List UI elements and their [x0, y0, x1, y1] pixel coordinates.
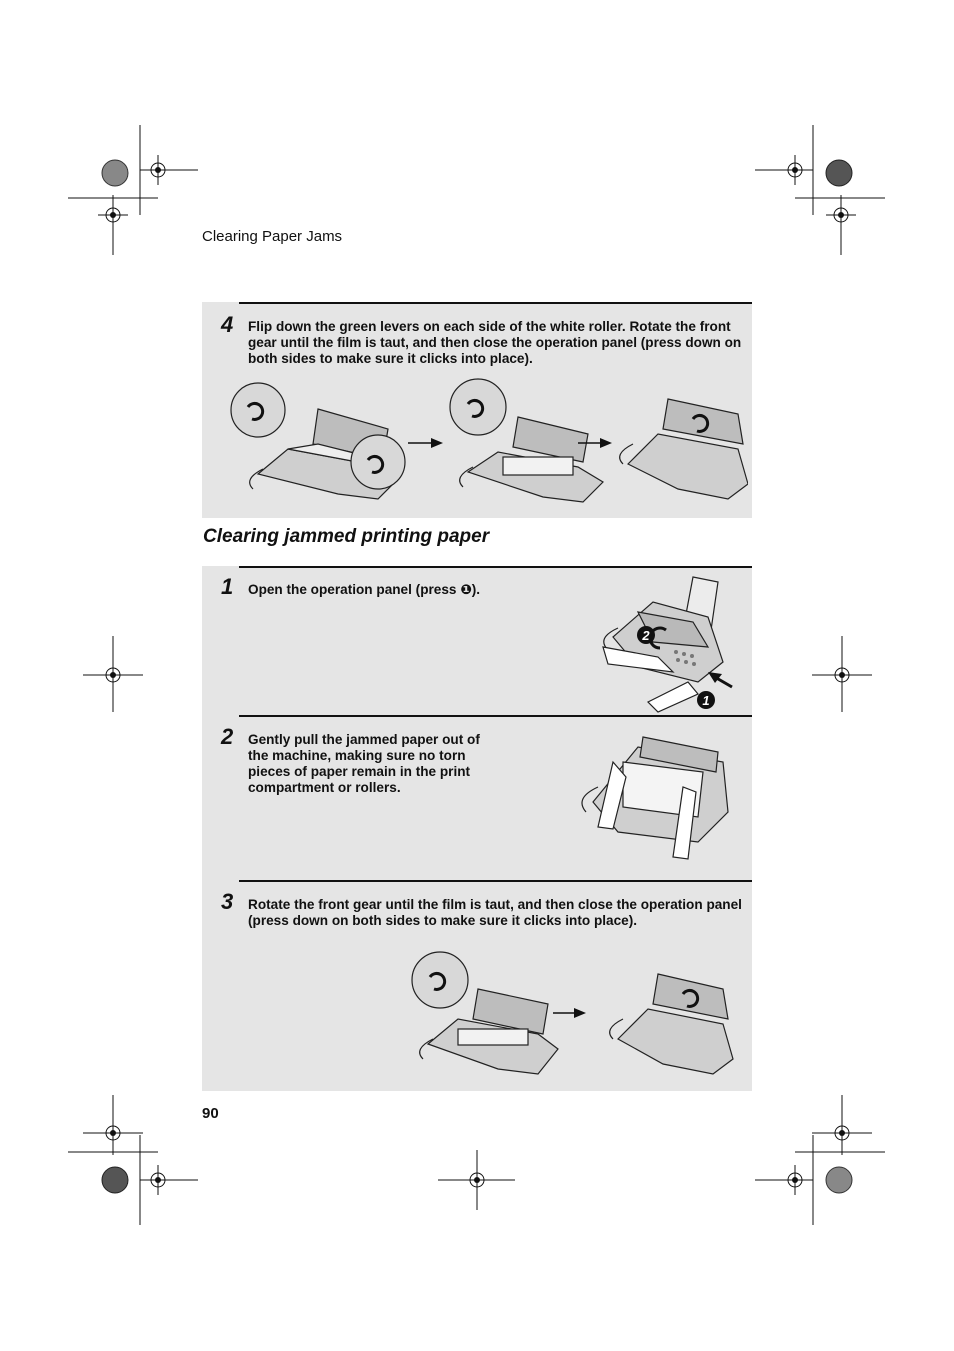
step-4-number: 4 [221, 312, 234, 337]
running-header: Clearing Paper Jams [202, 228, 343, 245]
page-number: 90 [202, 1105, 219, 1122]
step-4-text: Flip down the green levers on each side of the white roller. Rotate the front gear until the film is taut, and then close the operation panel (press down on both sides to make sure it clicks into place). [248, 319, 742, 366]
step-3-text: Rotate the front gear until the film is taut, and then close the operation panel (press down on both sides to make sure it clicks into place). [248, 897, 742, 928]
step-2-number: 2 [221, 724, 234, 749]
callout-1-label: 1 [702, 693, 710, 708]
step-1-text: Open the operation panel (press ❶). [248, 582, 481, 597]
callout-2-label: 2 [642, 628, 650, 643]
step-2-text: Gently pull the jammed paper out of the machine, making sure no torn pieces of paper remain in the print compartment or rollers. [248, 732, 480, 795]
step-3-number: 3 [221, 889, 234, 914]
step-1-number: 1 [221, 574, 234, 599]
section-title: Clearing jammed printing paper [203, 526, 490, 547]
